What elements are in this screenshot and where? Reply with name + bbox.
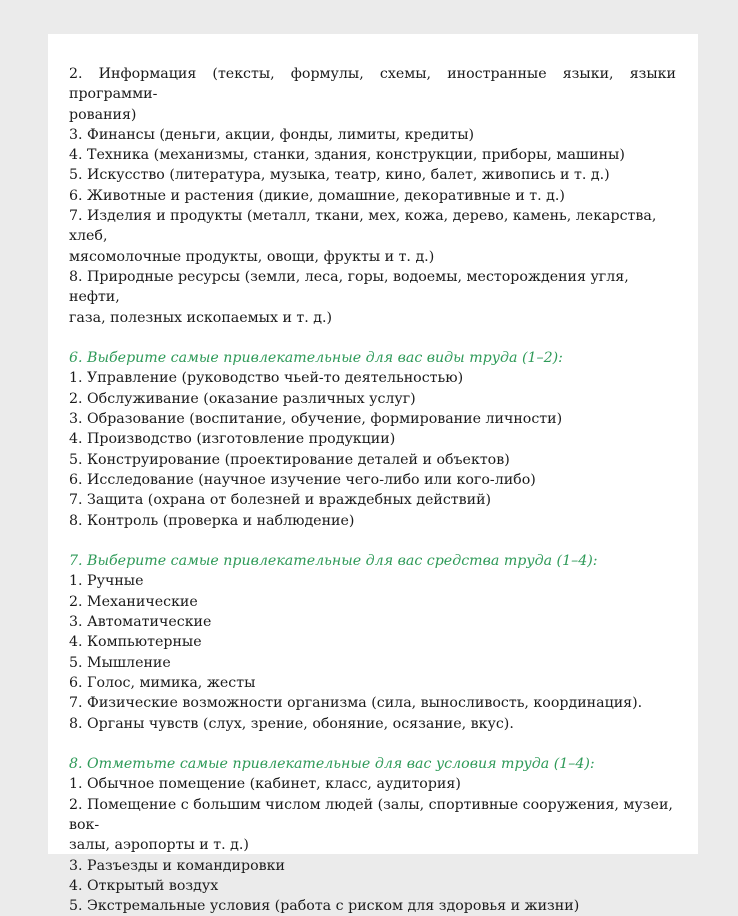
list-item: 6. Исследование (научное изучение чего-либо или кого-либо) (69, 471, 536, 488)
list-item: 5. Мышление (69, 654, 171, 671)
list-item: 6. Голос, мимика, жесты (69, 674, 256, 691)
list-item: 4. Производство (изготовление продукции) (69, 431, 396, 448)
list-item: 6. Животные и растения (дикие, домашние, декоративные и т. д.) (69, 187, 565, 204)
document-page (48, 34, 698, 915)
list-item: 4. Техника (механизмы, станки, здания, конструкции, приборы, машины) (69, 147, 625, 164)
list-item: 2. Помещение с большим числом людей (залы, спортивные сооружения, музеи, вок- залы, аэропорты и т. д.) (69, 796, 673, 854)
list-item: 2. Механические (69, 593, 198, 610)
list-item: 7. Физические возможности организма (сила, выносливость, координация). (69, 695, 643, 712)
list-item: 3. Разъезды и командировки (69, 857, 285, 874)
list-item: 4. Компьютерные (69, 634, 202, 651)
list-item: 8. Контроль (проверка и наблюдение) (69, 512, 355, 529)
list-item: 2. Информация (тексты, формулы, схемы, иностранные языки, языки программи- рования) (69, 66, 676, 123)
list-item: 1. Ручные (69, 573, 144, 590)
document-content (69, 64, 676, 916)
list-item: 1. Обычное помещение (кабинет, класс, аудитория) (69, 776, 461, 793)
list-item: 5. Конструирование (проектирование деталей и объектов) (69, 451, 510, 468)
list-item: 2. Обслуживание (оказание различных услуг) (69, 390, 416, 407)
list-item: 1. Управление (руководство чьей-то деятельностью) (69, 370, 464, 387)
section-6-heading: 6. Выберите самые привлекательные для вас виды труда (1–2): (69, 350, 563, 367)
list-item: 8. Природные ресурсы (земли, леса, горы, водоемы, месторождения угля, нефти, газа, полезных ископаемых и т. д.) (69, 268, 629, 326)
list-item: 7. Защита (охрана от болезней и враждебных действий) (69, 492, 492, 509)
section-8-heading: 8. Отметьте самые привлекательные для вас условия труда (1–4): (69, 756, 595, 773)
section-7 (69, 551, 676, 734)
list-item: 5. Экстремальные условия (работа с риском для здоровья и жизни) (69, 898, 580, 915)
list-continuation (69, 64, 676, 328)
list-item: 7. Изделия и продукты (металл, ткани, мех, кожа, дерево, камень, лекарства, хлеб, мясомолочные продукты, овощи, фрукты и т. д.) (69, 208, 657, 265)
list-item: 3. Автоматические (69, 614, 212, 631)
section-7-heading: 7. Выберите самые привлекательные для вас средства труда (1–4): (69, 553, 598, 570)
list-item: 4. Открытый воздух (69, 877, 219, 894)
list-item: 3. Финансы (деньги, акции, фонды, лимиты, кредиты) (69, 126, 475, 143)
section-6 (69, 348, 676, 531)
list-item: 5. Искусство (литература, музыка, театр, кино, балет, живопись и т. д.) (69, 167, 610, 184)
list-item: 3. Образование (воспитание, обучение, формирование личности) (69, 411, 563, 428)
list-item: 8. Органы чувств (слух, зрение, обоняние, осязание, вкус). (69, 715, 514, 732)
section-8 (69, 754, 676, 916)
